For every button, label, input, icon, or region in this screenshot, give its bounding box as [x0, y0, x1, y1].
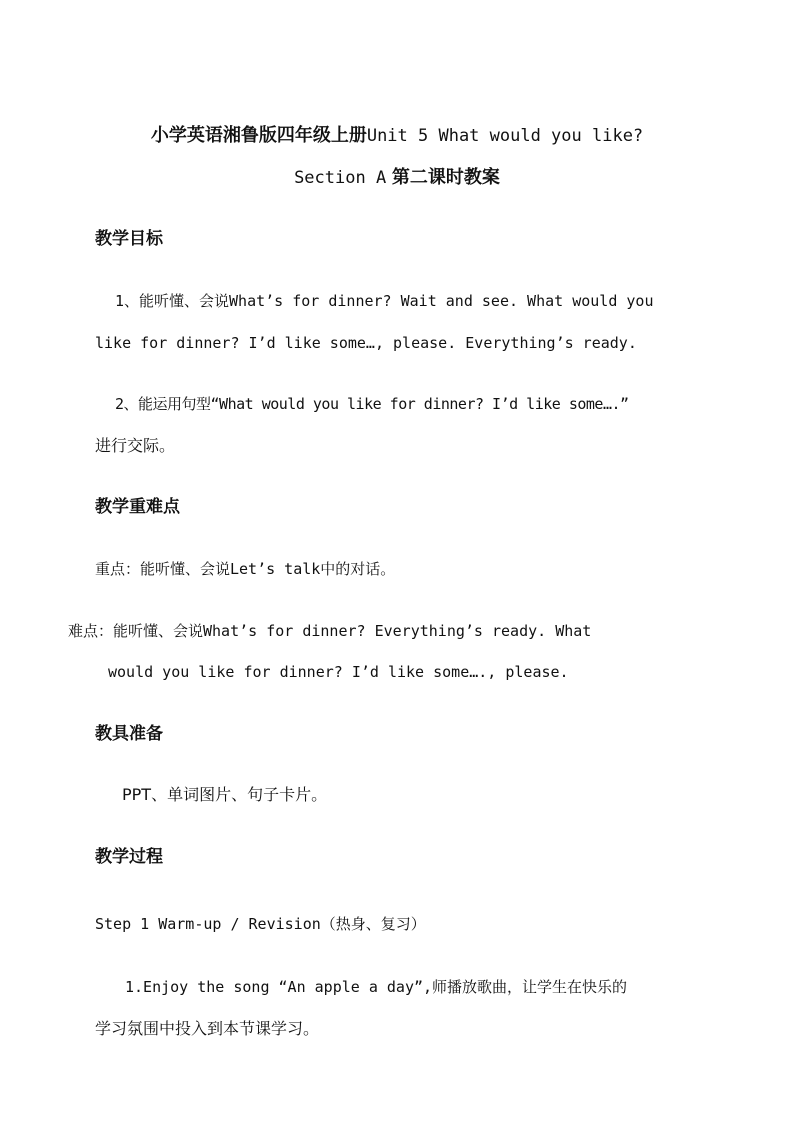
title-lesson: 第二课时教案 — [391, 167, 500, 188]
title-section: Section A — [294, 168, 387, 188]
objective-1-line1: 1、能听懂、会说What’s for dinner? Wait and see. What would you — [115, 292, 654, 310]
objective-2-line2: 进行交际。 — [95, 436, 176, 455]
objective-2-line1: 2、能运用句型“What would you like for dinner? I’d like some….” — [115, 395, 629, 413]
title-chinese: 小学英语湘鲁版四年级上册 — [150, 125, 367, 146]
document-title-line2 — [0, 166, 794, 190]
process-step1: Step 1 Warm-up / Revision（热身、复习） — [95, 915, 426, 933]
objective-1-line2: like for dinner? I’d like some…, please. Everything’s ready. — [95, 334, 637, 352]
heading-key-points: 教学重难点 — [95, 497, 180, 517]
heading-materials: 教具准备 — [95, 724, 163, 744]
materials-content: PPT、单词图片、句子卡片。 — [122, 785, 328, 804]
key-difficulty-line1: 难点：能听懂、会说What’s for dinner? Everything’s ready. What — [68, 622, 592, 640]
document-title-line1 — [0, 124, 794, 148]
key-focus: 重点：能听懂、会说Let’s talk中的对话。 — [95, 560, 396, 578]
heading-objectives: 教学目标 — [95, 229, 163, 249]
key-difficulty-line2: would you like for dinner? I’d like some…., please. — [108, 663, 569, 681]
heading-process: 教学过程 — [95, 847, 163, 867]
title-english: Unit 5 What would you like? — [366, 126, 644, 146]
process-step1-item1-line2: 学习氛围中投入到本节课学习。 — [95, 1019, 320, 1038]
process-step1-item1-line1: 1.Enjoy the song “An apple a day”,师播放歌曲，让学生在快乐的 — [125, 978, 628, 996]
